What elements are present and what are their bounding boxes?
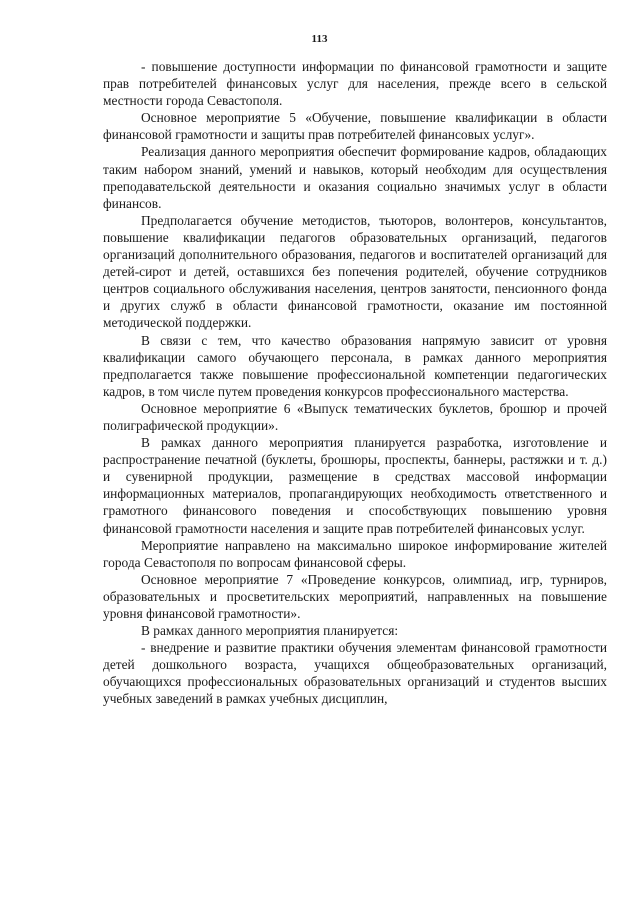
paragraph-activity-6-title: Основное мероприятие 6 «Выпуск тематических буклетов, брошюр и прочей полиграфической продукции». <box>103 400 607 433</box>
paragraph-activity-6-aim: Мероприятие направлено на максимально широкое информирование жителей города Севастополя по вопросам финансовой сферы. <box>103 537 607 570</box>
page-number: 113 <box>311 33 328 45</box>
paragraph-activity-5-goal: Реализация данного мероприятия обеспечит формирование кадров, обладающих таким набором знаний, умений и навыков, который необходим для осуществления преподавательской деятельности и оказания социально значимых услуг в области финансов. <box>103 144 607 211</box>
paragraph-activity-7-plan-intro: В рамках данного мероприятия планируется: <box>141 623 399 639</box>
body-text <box>103 58 607 708</box>
paragraph-activity-5-qualification: В связи с тем, что качество образования напрямую зависит от уровня квалификации самого обучающего персонала, в рамках данного мероприятия предполагается также повышение профессиональной компетенции педагогических кадров, в том числе путем проведения конкурсов профессионального мастерства. <box>103 332 607 399</box>
paragraph-activity-5-title: Основное мероприятие 5 «Обучение, повышение квалификации в области финансовой грамотности и защиты прав потребителей финансовых услуг». <box>103 110 607 143</box>
paragraph-activity-6-description: В рамках данного мероприятия планируется разработка, изготовление и распространение печатной (буклеты, брошюры, проспекты, баннеры, растяжки и т. д.) и сувенирной продукции, размещение в средствах массовой информации информационных материалов, пропагандирующих необходимость ответственного и грамотного финансового поведения и способствующих повышению уровня финансовой грамотности населения и защите прав потребителей финансовых услуг. <box>103 435 607 536</box>
paragraph-bullet-implementation: - внедрение и развитие практики обучения элементам финансовой грамотности детей дошкольного возраста, учащихся общеобразовательных организаций, обучающихся профессиональных образовательных организаций и студентов высших учебных заведений в рамках учебных дисциплин, <box>103 640 607 707</box>
paragraph-bullet-accessibility: - повышение доступности информации по финансовой грамотности и защите прав потребителей финансовых услуг для населения, прежде всего в сельской местности города Севастополя. <box>103 59 607 109</box>
paragraph-activity-5-training: Предполагается обучение методистов, тьюторов, волонтеров, консультантов, повышение квалификации педагогов образовательных организаций, педагогов организаций дополнительного образования, педагогов и воспитателей организаций для детей-сирот и детей, оставшихся без попечения родителей, обучение сотрудников центров социального обслуживания населения, центров занятости, пенсионного фонда и других служб в области финансовой грамотности, оказание им постоянной методической поддержки. <box>103 212 607 331</box>
paragraph-activity-7-title: Основное мероприятие 7 «Проведение конкурсов, олимпиад, игр, турниров, образовательных и просветительских мероприятий, направленных на повышение уровня финансовой грамотности». <box>103 571 607 621</box>
